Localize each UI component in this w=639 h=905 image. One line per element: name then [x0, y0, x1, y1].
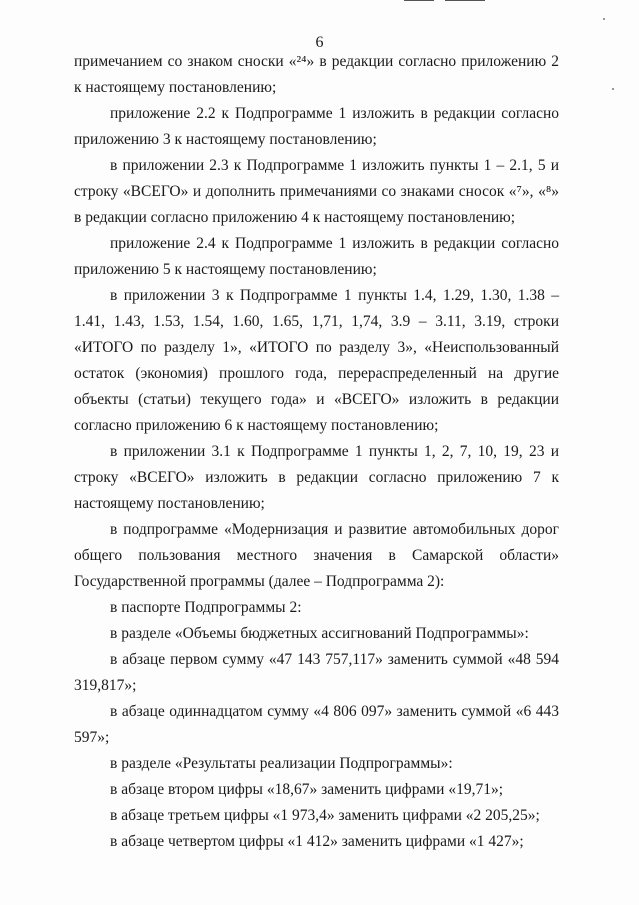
scan-artifact [404, 0, 434, 1]
paragraph-15: в абзаце четвертом цифры «1 412» заменить цифрами «1 427»; [110, 833, 524, 850]
document-body [74, 49, 559, 855]
paragraph-1: примечанием со знаком сноски «²⁴» в редакции согласно приложению 2 к настоящему постановлению; [74, 53, 559, 96]
paragraph-2: приложение 2.2 к Подпрограмме 1 изложить в редакции согласно приложению 3 к настоящему постановлению; [74, 105, 559, 148]
paragraph-13: в абзаце втором цифры «18,67» заменить цифрами «19,71»; [110, 781, 503, 798]
paragraph-3: в приложении 2.3 к Подпрограмме 1 изложить пункты 1 – 2.1, 5 и строку «ВСЕГО» и дополнить примечаниями со знаками сносок «⁷», «⁸» в редакции согласно приложению 4 к настоящему постановлению; [74, 157, 559, 226]
scan-artifact [445, 0, 485, 1]
paragraph-10: в абзаце первом сумму «47 143 757,117» заменить суммой «48 594 319,817»; [74, 651, 559, 694]
scan-speck [612, 88, 614, 90]
scan-speck [603, 18, 605, 20]
paragraph-6: в приложении 3.1 к Подпрограмме 1 пункты 1, 2, 7, 10, 19, 23 и строку «ВСЕГО» изложить в редакции согласно приложению 7 к настоящему постановлению; [74, 443, 559, 512]
paragraph-9: в разделе «Объемы бюджетных ассигнований Подпрограммы»: [110, 625, 529, 642]
paragraph-14: в абзаце третьем цифры «1 973,4» заменить цифрами «2 205,25»; [110, 807, 540, 824]
page-number: 6 [315, 34, 324, 51]
paragraph-5: в приложении 3 к Подпрограмме 1 пункты 1.4, 1.29, 1.30, 1.38 – 1.41, 1.43, 1.53, 1.54, 1.60, 1.65, 1,71, 1,74, 3.9 – 3.11, 3.19, строки «ИТОГО по разделу 1», «ИТОГО по разделу 3», «Неиспользованный остаток (экономия) прошлого года, перераспределенный на другие объекты (статьи) текущего года» и «ВСЕГО» изложить в редакции согласно приложению 6 к настоящему постановлению; [74, 287, 559, 434]
paragraph-11: в абзаце одиннадцатом сумму «4 806 097» заменить суммой «6 443 597»; [74, 703, 559, 746]
paragraph-12: в разделе «Результаты реализации Подпрограммы»: [110, 755, 453, 772]
paragraph-8: в паспорте Подпрограммы 2: [110, 599, 302, 616]
paragraph-7: в подпрограмме «Модернизация и развитие автомобильных дорог общего пользования местного значения в Самарской области» Государственной программы (далее – Подпрограмма 2): [74, 521, 559, 590]
paragraph-4: приложение 2.4 к Подпрограмме 1 изложить в редакции согласно приложению 5 к настоящему постановлению; [74, 235, 559, 278]
